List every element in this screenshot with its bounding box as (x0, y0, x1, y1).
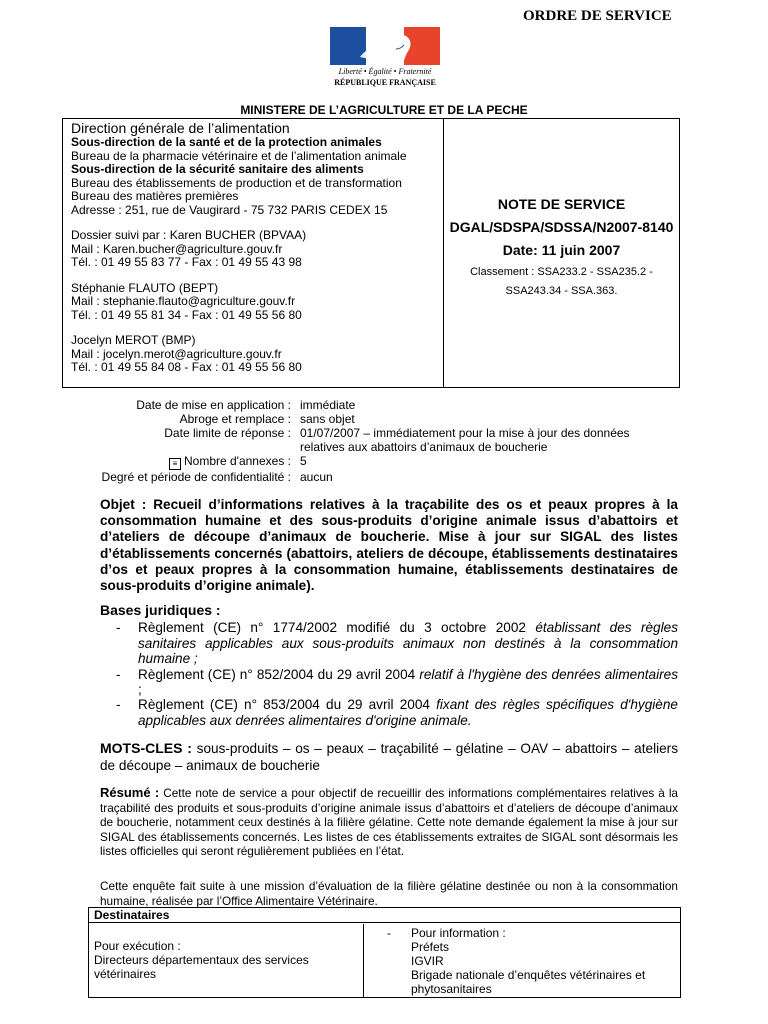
note-block (444, 195, 679, 301)
bases-juridiques (100, 603, 678, 728)
objet-text: Objet : Recueil d’informations relatives à la traçabilite des os et peaux propres à la consommation humaine et des sous-produits d’origine animale issus d’abattoirs et d’ateliers de découpe d’animaux de boucherie. Mise à jour sur SIGAL des listes d’établissements concernés (abattoirs, ateliers de découpe, établissements destinataires d’os et peaux propres à la consommation humaine, établissements destinataires de sous-produits d’origine animale). (100, 497, 678, 594)
document-type: ORDRE DE SERVICE (523, 8, 672, 24)
document-icon: ≡ (169, 458, 181, 470)
bureau-pharmacie: Bureau de la pharmacie vétérinaire et de l’alimentation animale (71, 148, 407, 163)
bases-item-italic: fixant des règles spécifiques d'hygiène applicables aux denrées alimentaires d'origine animale. (138, 697, 678, 728)
contact-tel: Tél. : 01 49 55 84 08 - Fax : 01 49 55 56 80 (71, 360, 302, 374)
execution-cell (94, 939, 309, 981)
bases-item-text: Règlement (CE) n° 852/2004 du 29 avril 2004 (138, 666, 420, 682)
bases-item: - Règlement (CE) n° 852/2004 du 29 avril 2004 relatif à l'hygiène des denrées alimentaires ; (116, 666, 679, 698)
resume (100, 786, 678, 859)
mots-cles (100, 740, 678, 774)
resume-label: Résumé : (100, 785, 160, 800)
meta-row (78, 398, 630, 412)
meta-row (78, 470, 630, 484)
meta-row (78, 440, 630, 454)
bases-item-italic: établissant des règles sanitaires applicables aux sous-produits animaux non destinés à la consommation humaine ; (138, 620, 678, 667)
republique-logo (330, 27, 440, 91)
meta-label: Abroge et remplace : (179, 412, 291, 426)
information-item: phytosanitaires (411, 982, 492, 996)
sous-direction-sante: Sous-direction de la santé et de la protection animales (71, 135, 382, 149)
bureau-etablissements: Bureau des établissements de production et de transformation (71, 175, 402, 190)
contact-name: Dossier suivi par : Karen BUCHER (BPVAA) (71, 228, 307, 242)
bases-item: - Règlement (CE) n° 1774/2002 modifié du 3 octobre 2002 établissant des règles sanitaires applicables aux sous-produits animaux non destinés à la consommation humaine ; (116, 620, 678, 667)
note-title: NOTE DE SERVICE (497, 196, 626, 212)
meta-value: 01/07/2007 – immédiatement pour la mise à jour des données (300, 426, 630, 440)
bases-item-tail: ; (138, 682, 142, 698)
resume-text: Cette note de service a pour objectif de recueillir des informations complémentaires relatives à la traçabilité des produits et sous-produits d’origine animale issus d’abattoirs et d’ateliers de découpe d’animaux de boucherie, notamment ceux destinés à la filière gélatine. Cette note demande également la mise à jour sur SIGAL des établissements concernés. Les listes de ces établissements extraites de SIGAL sont désormais les listes officielles qui seront régulièrement publiées en l’état. (100, 786, 678, 859)
information-label-row: - Pour information : (387, 926, 506, 940)
destinataires-table (88, 907, 681, 998)
destinataires-divider (363, 924, 364, 997)
objet-paragraph (100, 497, 678, 594)
republique-motto: Liberté • Égalité • Fraternité (338, 67, 432, 76)
meta-row (78, 426, 630, 440)
execution-line: vétérinaires (94, 967, 157, 981)
sender-block (71, 120, 407, 375)
meta-value: immédiate (300, 398, 356, 412)
execution-label: Pour exécution : (94, 939, 181, 953)
bases-item-text: Règlement (CE) n° 853/2004 du 29 avril 2004 (138, 697, 437, 713)
classement-line: SSA243.34 - SSA.363. (505, 285, 618, 297)
contact-tel: Tél. : 01 49 55 83 77 - Fax : 01 49 55 43 98 (71, 255, 302, 269)
information-cell (387, 926, 645, 996)
sender-address: Adresse : 251, rue de Vaugirard - 75 732 PARIS CEDEX 15 (71, 202, 388, 217)
meta-value: aucun (300, 470, 333, 484)
meta-block (78, 398, 630, 484)
header-box (62, 118, 680, 388)
meta-label: Date de mise en application : (136, 398, 291, 412)
meta-label: Date limite de réponse : (164, 426, 291, 440)
meta-label: Degré et période de confidentialité : (101, 470, 291, 484)
information-label: Pour information : (411, 926, 506, 940)
meta-value: 5 (300, 454, 307, 468)
enquete-paragraph: Cette enquête fait suite à une mission d’évaluation de la filière gélatine destinée ou non à la consommation humaine, réalisée par l’Office Alimentaire Vétérinaire. (100, 879, 678, 908)
bases-item: - Règlement (CE) n° 853/2004 du 29 avril 2004 fixant des règles spécifiques d'hygiène applicables aux denrées alimentaires d'origine animale. (116, 697, 678, 728)
sous-direction-securite: Sous-direction de la sécurité sanitaire des aliments (71, 162, 364, 176)
mots-cles-label: MOTS-CLES : (100, 740, 192, 756)
contact-tel: Tél. : 01 49 55 81 34 - Fax : 01 49 55 56 80 (71, 307, 302, 322)
contact-mail: Mail : Karen.bucher@agriculture.gouv.fr (71, 241, 283, 256)
contact-name: Jocelyn MEROT (BMP) (71, 333, 196, 347)
classement-line: Classement : SSA233.2 - SSA235.2 - (470, 266, 653, 278)
annexes-label: Nombre d'annexes : (183, 454, 291, 468)
bases-heading: Bases juridiques : (100, 602, 221, 618)
mots-cles-text: sous-produits – os – peaux – traçabilité – gélatine – OAV – abattoirs – ateliers de découpe – animaux de boucherie (100, 741, 678, 773)
contact-mail: Mail : jocelyn.merot@agriculture.gouv.fr (71, 346, 282, 361)
marianne-flag (330, 27, 440, 65)
execution-line: Directeurs départementaux des services (94, 953, 309, 967)
ministere-title: MINISTERE DE L’AGRICULTURE ET DE LA PECHE (240, 103, 528, 117)
information-item: IGVIR (411, 954, 444, 968)
contact-mail: Mail : stephanie.flauto@agriculture.gouv.fr (71, 294, 296, 308)
note-date: Date: 11 juin 2007 (502, 242, 621, 258)
meta-value: relatives aux abattoirs d’animaux de boucherie (300, 440, 548, 454)
bases-item-italic: relatif à l'hygiène des denrées alimentaires (419, 666, 679, 682)
direction-title: Direction générale de l’alimentation (71, 120, 290, 136)
bureau-matieres: Bureau des matières premières (71, 189, 239, 203)
bases-item-text: Règlement (CE) n° 1774/2002 modifié du 3 octobre 2002 (138, 620, 536, 636)
information-item: Brigade nationale d’enquêtes vétérinaires et (411, 968, 646, 982)
marianne-icon (330, 27, 440, 65)
meta-row (78, 454, 630, 470)
meta-value: sans objet (300, 412, 355, 426)
meta-row (78, 412, 630, 426)
meta-label (78, 440, 291, 454)
note-reference: DGAL/SDSPA/SDSSA/N2007-8140 (449, 219, 674, 235)
destinataires-heading: Destinataires (89, 908, 680, 923)
meta-label (78, 454, 291, 470)
republique-label: RÉPUBLIQUE FRANÇAISE (334, 78, 436, 87)
contact-name: Stéphanie FLAUTO (BEPT) (71, 280, 219, 295)
information-item: Préfets (411, 940, 450, 954)
